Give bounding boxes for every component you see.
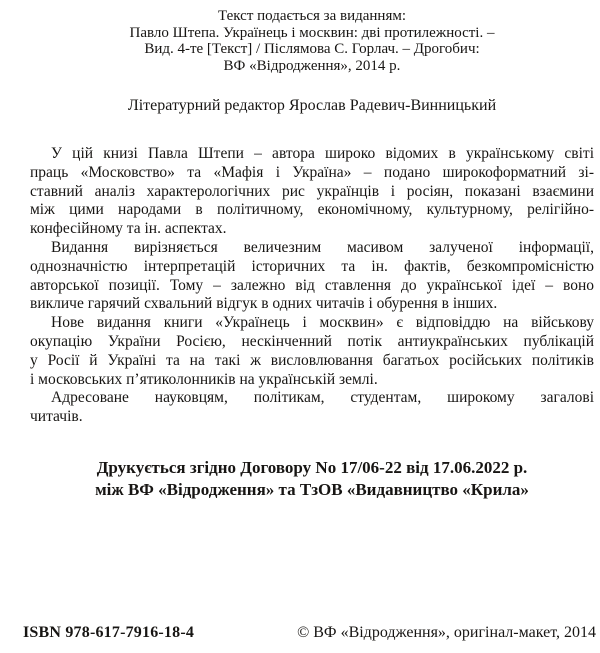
text-line: між цими народами в політичному, економічному, культурному, релігійно- bbox=[30, 201, 594, 219]
annotation-text bbox=[30, 145, 594, 427]
text-line: У цій книзі Павла Штепи – автора широко відомих в українському світі bbox=[51, 145, 594, 162]
source-note-line-3: Вид. 4-те [Текст] / Післямова С. Горлач. – Дрогобич: bbox=[144, 41, 480, 57]
text-line: Адресоване науковцям, політикам, студентам, широкому загалові bbox=[51, 389, 594, 407]
source-note-line-4: ВФ «Відродження», 2014 р. bbox=[223, 57, 401, 74]
text-line: праць «Московство» та «Мафія і Україна» – подано широкоформатний зі- bbox=[30, 163, 594, 181]
isbn-number: ISBN 978-617-7916-18-4 bbox=[23, 624, 195, 641]
text-line: однозначністю інтерпретацій історичних та ін. фактів, безкомпромісністю bbox=[30, 257, 594, 275]
editor-credit: Літературний редактор Ярослав Радевич-Винницький bbox=[127, 97, 497, 114]
print-agreement-line-2: між ВФ «Відродження» та ТзОВ «Видавництво «Крила» bbox=[95, 479, 529, 499]
text-line: і московських п’ятиколонників на українській землі. bbox=[30, 370, 378, 388]
text-line: викличе гарячий схвальний відгук в одних читачів і обурення в інших. bbox=[30, 295, 498, 313]
source-note bbox=[30, 8, 594, 74]
print-agreement bbox=[30, 457, 594, 501]
source-note-line-2: Павло Штепа. Українець і москвин: дві протилежності. – bbox=[129, 24, 495, 41]
text-line: авторської позиції. Тому – залежно від ставлення до української ідеї – воно bbox=[30, 276, 594, 294]
annotation-paragraph-2 bbox=[30, 239, 594, 314]
text-line: окупацію України Росією, нескінченний потік антиукраїнських публікацій bbox=[30, 332, 594, 350]
text-line: Нове видання книги «Українець і москвин» є відповіддю на військову bbox=[51, 314, 594, 332]
annotation-paragraph-4 bbox=[30, 389, 594, 427]
print-agreement-line-1: Друкується згідно Договору No 17/06-22 від 17.06.2022 р. bbox=[96, 457, 528, 477]
text-line: Видання вирізняється величезним масивом залученої інформації, bbox=[51, 238, 594, 256]
copyright-line: © ВФ «Відродження», оригінал-макет, 2014 bbox=[297, 624, 596, 641]
text-line: читачів. bbox=[30, 408, 83, 426]
annotation-paragraph-3 bbox=[30, 314, 594, 389]
text-line: ставний аналіз характерологічних рис українців і росіян, показані взаємини bbox=[30, 182, 594, 200]
source-note-line-1: Текст подається за виданням: bbox=[218, 8, 406, 24]
annotation-paragraph-1 bbox=[30, 145, 594, 239]
text-line: у Росії й Україні та на такі ж висловлювання багатьох російських політиків bbox=[30, 351, 594, 369]
page-footer bbox=[23, 624, 596, 642]
text-line: конфесійному та ін. аспектах. bbox=[30, 220, 227, 238]
